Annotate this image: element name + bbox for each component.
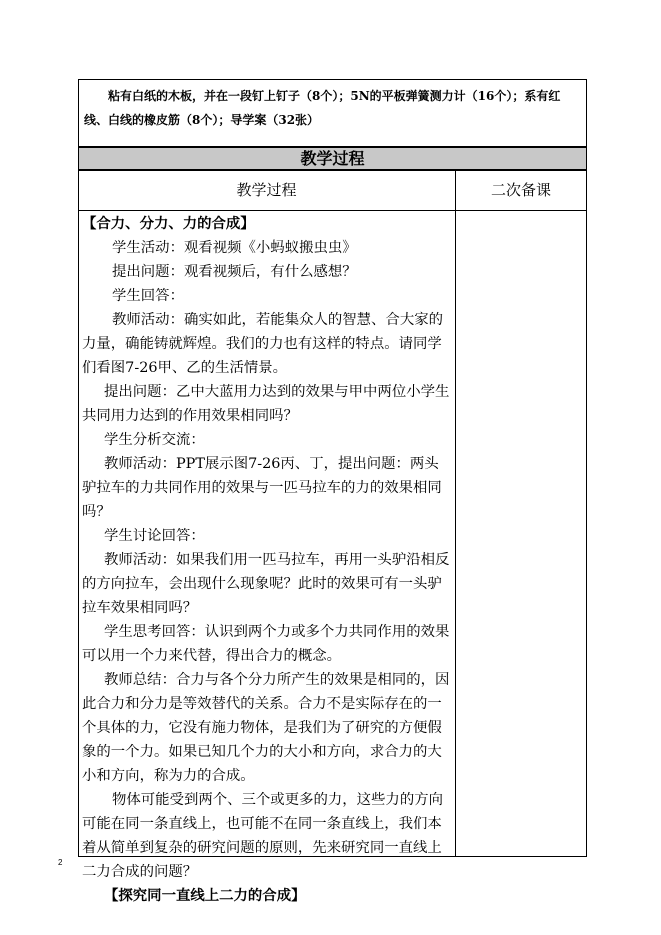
paragraph: 教师总结：合力与各个分力所产生的效果是相同的，因此合力和分力是等效替代的关系。合力不是实际存在的一个具体的力，它没有施力物体，是我们为了研究的方便假象的一个力。如果已知几个力的大小和方向，求合力的大小和方向，称为力的合成。: [82, 672, 450, 784]
header-row-divider: [78, 210, 587, 211]
materials-text: 粘有白纸的木板，并在一段钉上钉子（8个）；5N的平板弹簧测力计（16个）；系有红线、白线的橡皮筋（8个）；导学案（32张）: [84, 89, 561, 127]
paragraph: 学生思考回答：认识到两个力或多个力共同作用的效果可以用一个力来代替，得出合力的概念。: [82, 624, 450, 664]
paragraph: 学生活动：观看视频《小蚂蚁搬虫虫》: [112, 240, 357, 256]
paragraph: 教师活动：如果我们用一匹马拉车，再用一头驴沿相反的方向拉车，会出现什么现象呢？此时的效果可有一头驴拉车效果相同吗？: [82, 552, 450, 616]
section-heading: 【探究同一直线上二力的合成】: [104, 887, 306, 904]
section-header: 教学过程: [78, 147, 587, 170]
column-header-secondary-prep: 二次备课: [490, 181, 551, 199]
paragraph: 学生讨论回答：: [104, 528, 205, 544]
column-divider: [455, 170, 456, 857]
paragraph: 提出问题：观看视频后，有什么感想？: [112, 264, 357, 280]
page-number: 2: [58, 858, 63, 867]
paragraph: 物体可能受到两个、三个或更多的力，这些力的方向可能在同一条直线上，也可能不在同一条直线上，我们本着从简单到复杂的研究问题的原则，先来研究同一直线上二力合成的问题？: [82, 792, 443, 880]
column-header-process: 教学过程: [236, 181, 297, 199]
paragraph: 提出问题：乙中大蓝用力达到的效果与甲中两位小学生共同用力达到的作用效果相同吗？: [82, 384, 450, 424]
section-heading: 【合力、分力、力的合成】: [82, 215, 255, 232]
paragraph: 教师活动：PPT展示图7-26丙、丁，提出问题：两头驴拉车的力共同作用的效果与一匹马拉车的力的效果相同吗？: [82, 456, 442, 520]
paragraph: 学生回答：: [112, 288, 184, 304]
paragraph: 教师活动：确实如此，若能集众人的智慧、合大家的力量，确能铸就辉煌。我们的力也有这样的特点。请同学们看图7-26甲、乙的生活情景。: [82, 312, 443, 376]
paragraph: 学生分析交流：: [104, 432, 205, 448]
lesson-body: [82, 212, 452, 908]
